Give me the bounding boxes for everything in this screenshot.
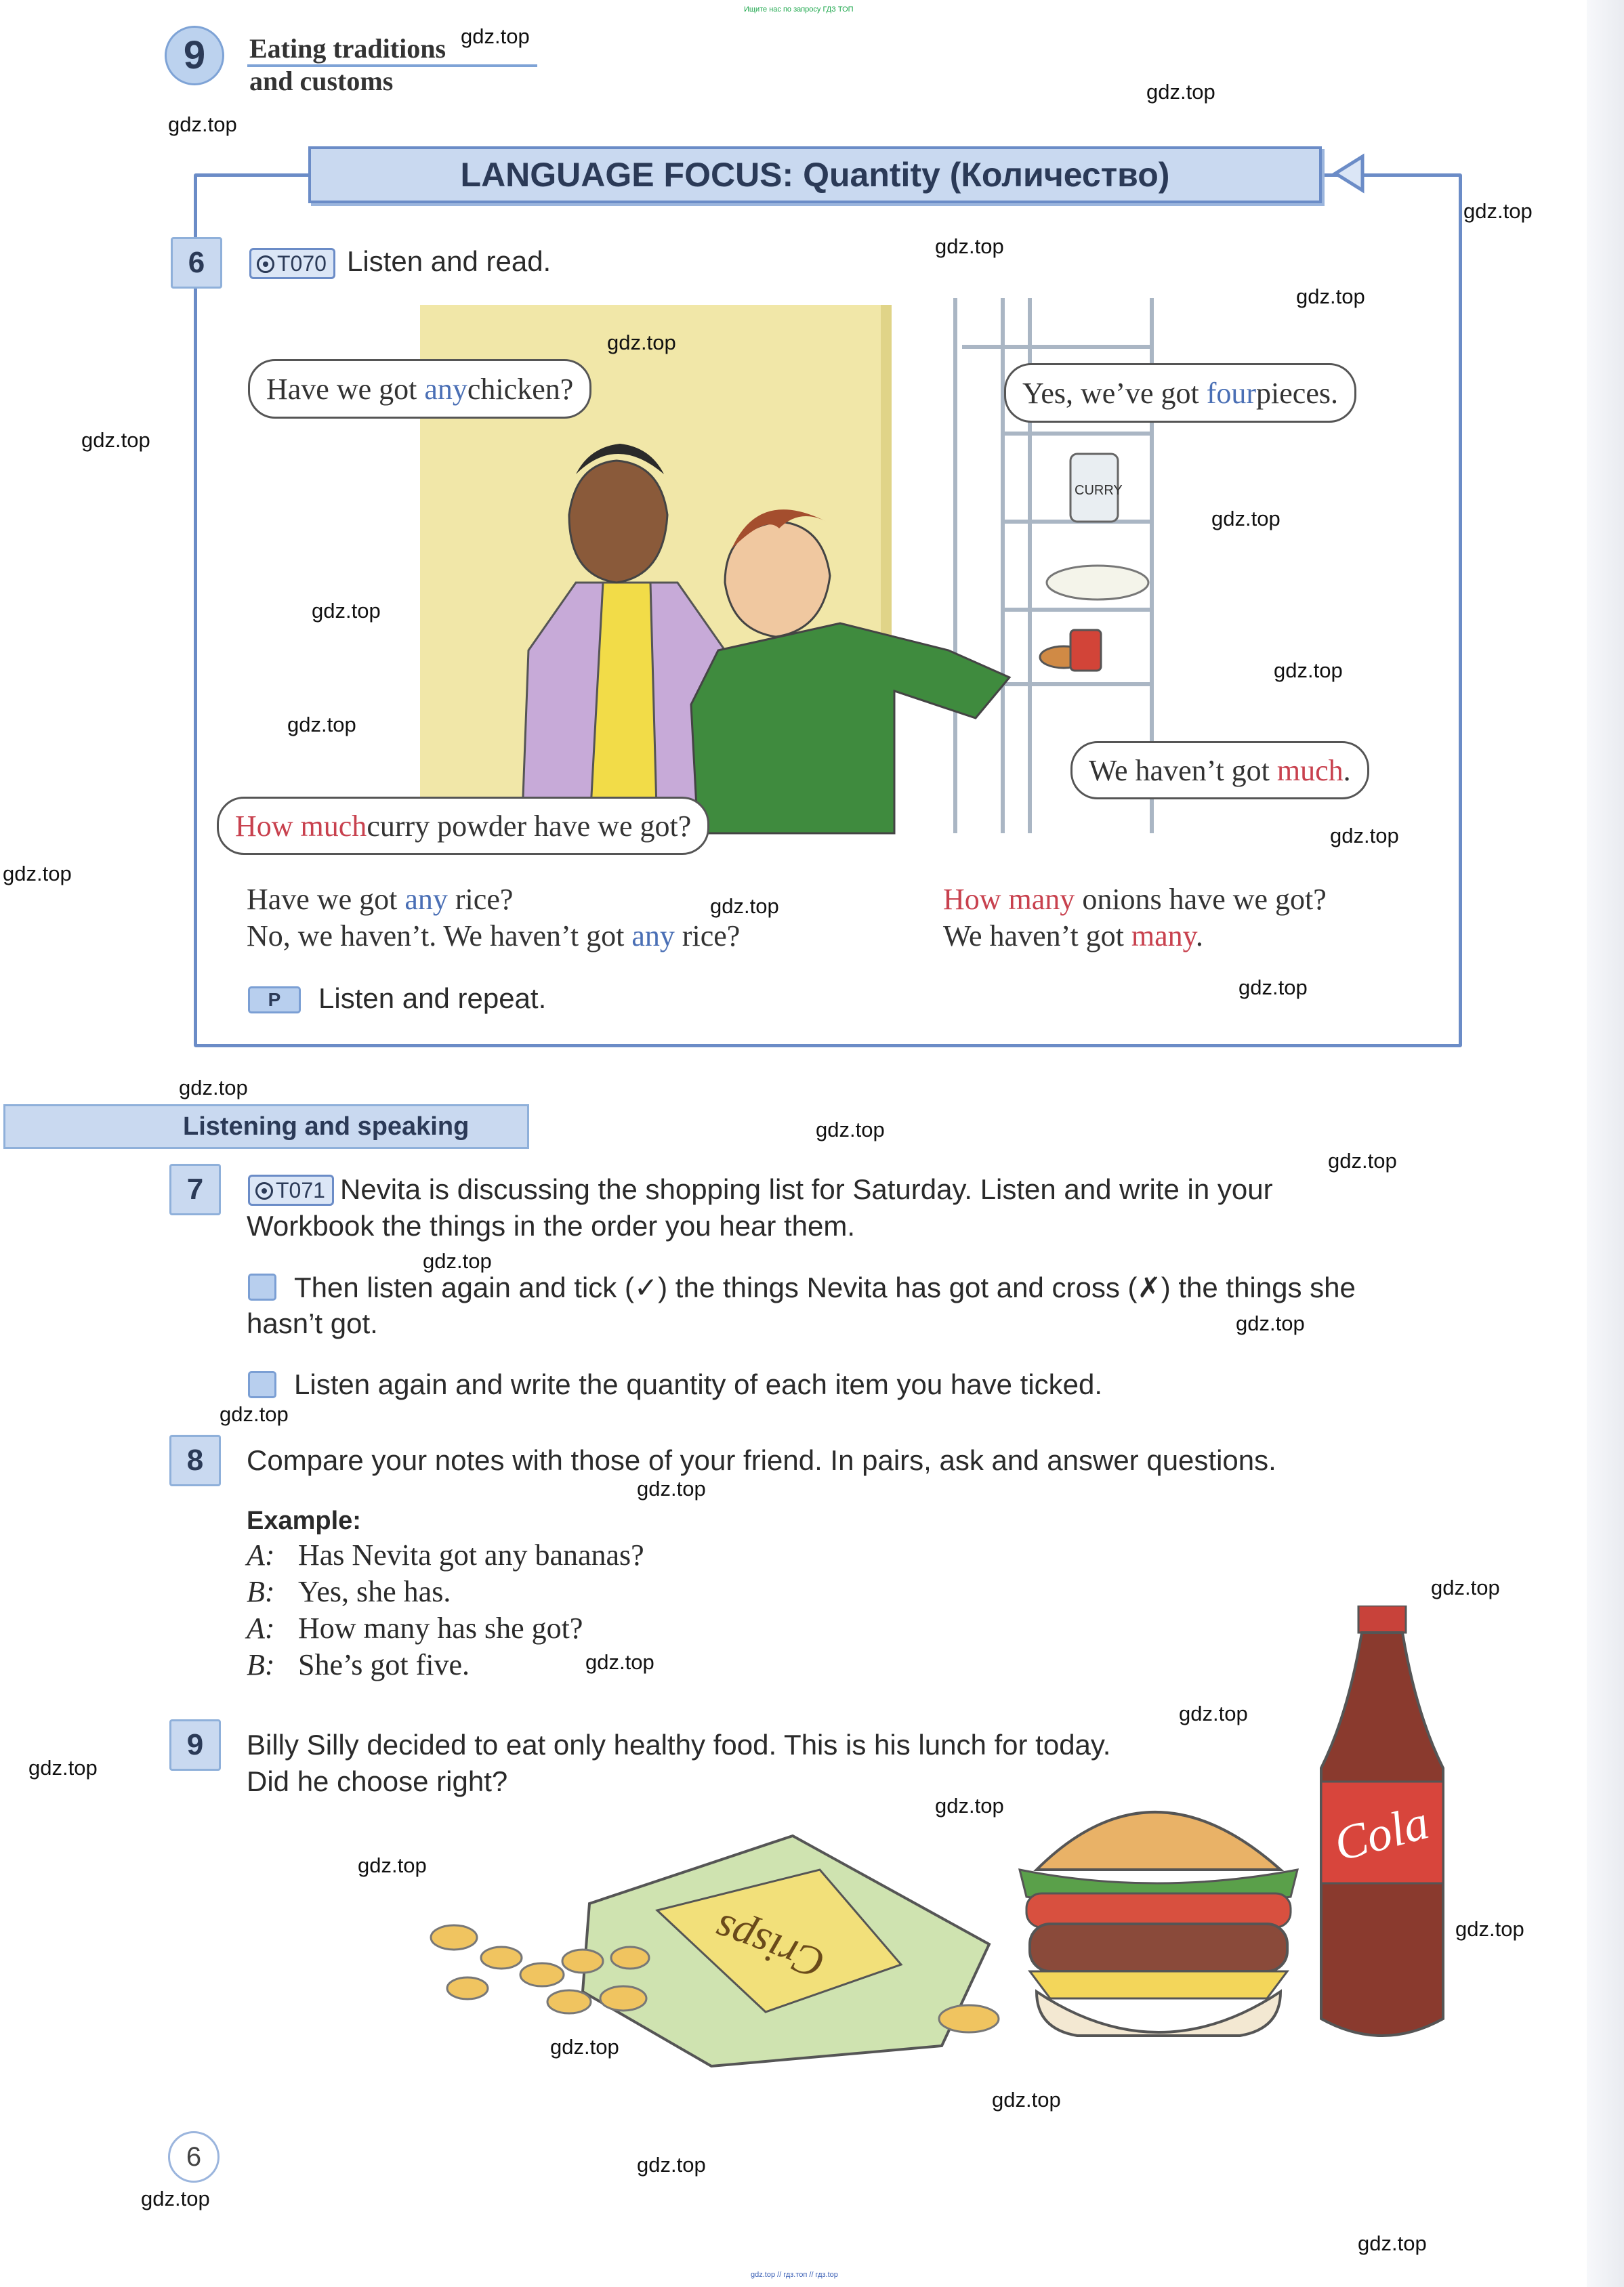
bubble-text: curry powder have we got?	[367, 809, 692, 843]
bubble-highlight: How much	[235, 809, 367, 843]
language-focus-title: LANGUAGE FOCUS: Quantity (Количество)	[460, 156, 1170, 194]
example-label: Example:	[247, 1507, 361, 1535]
task-square-icon	[248, 1371, 276, 1398]
sentence-text: No, we haven’t. We haven’t got	[247, 919, 632, 952]
watermark: gdz.top	[935, 1794, 1004, 1818]
dialog-line: How many has she got?	[298, 1612, 583, 1645]
audio-track-label: T071	[276, 1178, 325, 1202]
watermark: gdz.top	[1358, 2231, 1427, 2255]
sentence-highlight: many	[1131, 919, 1196, 952]
section-title: Listening and speaking	[183, 1112, 470, 1141]
watermark: gdz.top	[287, 713, 356, 736]
example-right-line1	[943, 882, 1327, 917]
audio-disc-icon	[255, 1182, 273, 1200]
watermark: gdz.top	[637, 2153, 706, 2177]
bubble-text: pieces.	[1256, 376, 1338, 410]
exercise-9-number: 9	[169, 1719, 221, 1771]
dialog-speaker: B:	[247, 1575, 275, 1608]
watermark: gdz.top	[1274, 658, 1343, 682]
dialog-line: Has Nevita got any bananas?	[298, 1538, 644, 1572]
sentence-text: .	[1195, 919, 1203, 952]
dialog-line: Yes, she has.	[298, 1575, 451, 1608]
section-header	[3, 1104, 529, 1149]
dialog-speaker: B:	[247, 1648, 275, 1681]
watermark: gdz.top	[179, 1076, 248, 1099]
sentence-text: We haven’t got	[943, 919, 1131, 952]
cola-label: Cola	[1328, 1795, 1434, 1872]
exercise-6-instruction: Listen and read.	[347, 245, 551, 277]
exercise-8-number: 8	[169, 1435, 221, 1486]
exercise-7-task2-line2: hasn’t got.	[247, 1307, 378, 1339]
watermark: gdz.top	[423, 1249, 492, 1273]
audio-track-t070[interactable]	[249, 248, 335, 279]
listen-and-repeat: Listen and repeat.	[318, 982, 547, 1014]
example-left-line1	[247, 882, 513, 917]
watermark: gdz.top	[637, 1477, 706, 1501]
watermark: gdz.top	[1330, 824, 1399, 847]
watermark: gdz.top	[935, 234, 1004, 258]
exercise-9-line2: Did he choose right?	[247, 1765, 508, 1797]
sentence-text: rice?	[674, 919, 741, 952]
watermark: gdz.top	[1296, 285, 1365, 308]
sentence-text: onions have we got?	[1075, 883, 1327, 916]
watermark: gdz.top	[992, 2088, 1061, 2112]
watermark: gdz.top	[168, 112, 237, 136]
page-number: 6	[168, 2131, 220, 2183]
audio-disc-icon	[257, 255, 274, 273]
speech-bubble-how-much	[217, 797, 709, 855]
bubble-text: .	[1343, 753, 1351, 787]
curry-jar-label: CURRY	[1075, 483, 1123, 498]
bottom-note: gdz.top // гдз.топ // гдз.top	[751, 2271, 838, 2279]
watermark: gdz.top	[1236, 1312, 1305, 1335]
speech-bubble-four-pieces	[1004, 363, 1356, 423]
cola-bottle-illustration	[1308, 1606, 1457, 2046]
watermark: gdz.top	[358, 1853, 427, 1877]
unit-number: 9	[183, 33, 206, 77]
watermark: gdz.top	[585, 1650, 654, 1674]
banner-arrow-icon	[1332, 153, 1366, 194]
language-focus-banner	[308, 146, 1322, 203]
exercise-7-line2: Workbook the things in the order you hear them.	[247, 1210, 856, 1242]
pronunciation-badge: P	[248, 986, 301, 1013]
bubble-text: We haven’t got	[1089, 753, 1270, 787]
dialog-speaker: A:	[247, 1612, 275, 1645]
watermark: gdz.top	[141, 2187, 210, 2210]
watermark: gdz.top	[3, 862, 72, 885]
task-square-icon	[248, 1274, 276, 1301]
watermark: gdz.top	[1463, 199, 1533, 223]
sentence-highlight: How many	[943, 883, 1075, 916]
speech-bubble-any-chicken	[248, 359, 591, 419]
watermark: gdz.top	[28, 1756, 98, 1780]
sentence-highlight: any	[404, 883, 448, 916]
watermark: gdz.top	[607, 331, 676, 354]
example-right-line2	[943, 919, 1203, 953]
bubble-highlight: much	[1276, 753, 1344, 787]
sentence-text: rice?	[447, 883, 514, 916]
bubble-text: Have we got	[266, 372, 417, 406]
bubble-highlight: four	[1206, 376, 1257, 410]
dialog-line: She’s got five.	[298, 1648, 470, 1681]
exercise-7-task2-line1: Then listen again and tick (✓) the things Nevita has got and cross (✗) the things she	[294, 1272, 1356, 1303]
speech-bubble-much	[1070, 741, 1369, 799]
watermark: gdz.top	[1328, 1149, 1397, 1173]
sentence-text: Have we got	[247, 883, 405, 916]
crisps-label: Crisps	[707, 1904, 831, 1989]
exercise-7-line1: Nevita is discussing the shopping list for Saturday. Listen and write in your	[340, 1173, 1273, 1205]
audio-track-t071[interactable]	[248, 1175, 334, 1206]
exercise-8-instruction: Compare your notes with those of your friend. In pairs, ask and answer questions.	[247, 1444, 1276, 1476]
watermark: gdz.top	[710, 894, 779, 918]
crisps-bag-illustration	[413, 1822, 1023, 2080]
unit-title-line1: Eating traditions	[249, 33, 446, 64]
example-left-line2	[247, 919, 740, 953]
burger-illustration	[1009, 1768, 1308, 2053]
watermark: gdz.top	[461, 24, 530, 48]
top-note: Ищите нас по запросу ГДЗ ТОП	[744, 5, 854, 14]
dialog-speaker: A:	[247, 1538, 275, 1572]
bubble-text: chicken?	[467, 372, 574, 406]
watermark: gdz.top	[816, 1118, 885, 1141]
unit-title-line2: and customs	[249, 66, 394, 96]
watermark: gdz.top	[81, 428, 150, 452]
bubble-highlight: any	[424, 372, 467, 406]
watermark: gdz.top	[1431, 1576, 1500, 1599]
exercise-6-number: 6	[171, 237, 222, 289]
exercise-9-line1: Billy Silly decided to eat only healthy food. This is his lunch for today.	[247, 1729, 1111, 1761]
scan-edge	[1587, 0, 1624, 2287]
watermark: gdz.top	[550, 2035, 619, 2059]
exercise-7-task3: Listen again and write the quantity of each item you have ticked.	[294, 1368, 1103, 1400]
watermark: gdz.top	[220, 1402, 289, 1426]
watermark: gdz.top	[312, 599, 381, 623]
watermark: gdz.top	[1211, 507, 1281, 530]
unit-number-badge	[165, 26, 224, 85]
bubble-text: Yes, we’ve got	[1022, 376, 1199, 410]
sentence-highlight: any	[631, 919, 675, 952]
watermark: gdz.top	[1179, 1702, 1248, 1725]
audio-track-label: T070	[277, 251, 327, 276]
exercise-7-number: 7	[169, 1164, 221, 1215]
watermark: gdz.top	[1146, 80, 1215, 104]
watermark: gdz.top	[1238, 975, 1308, 999]
watermark: gdz.top	[1455, 1917, 1524, 1941]
